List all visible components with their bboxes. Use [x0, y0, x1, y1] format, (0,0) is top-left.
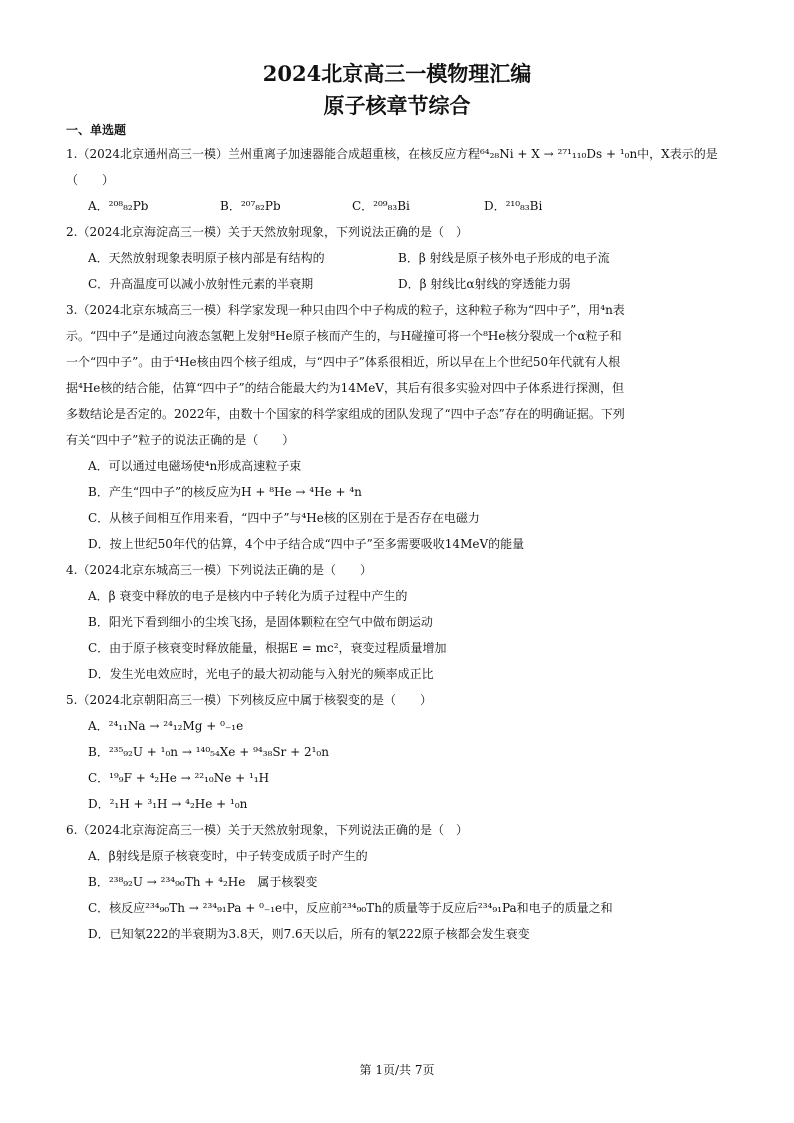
question-5: [66, 687, 730, 817]
option-c[interactable]: C．¹⁹₉F + ⁴₂He → ²²₁₀Ne + ¹₁H: [88, 771, 270, 785]
option-d[interactable]: D．²¹⁰₈₃Bi: [484, 199, 543, 213]
option-c[interactable]: C．从核子间相互作用来看，“四中子”与⁴He核的区别在于是否存在电磁力: [88, 511, 480, 525]
question-1-text-a: 1.（2024北京通州高三一模）兰州重离子加速器能合成超重核，在核反应方程: [66, 147, 480, 161]
option-a[interactable]: A．²⁰⁸₈₂Pb: [88, 199, 149, 213]
option-b[interactable]: B．阳光下看到细小的尘埃飞扬，是固体颗粒在空气中做布朗运动: [88, 615, 433, 629]
question-3-line-3: 一个“四中子”。由于⁴He核由四个核子组成，与“四中子”体系很相近，所以早在上个世纪50年代就有人根: [66, 355, 621, 369]
option-a[interactable]: A．²⁴₁₁Na → ²⁴₁₂Mg + ⁰₋₁e: [88, 719, 244, 733]
option-d[interactable]: D．²₁H + ³₁H → ⁴₂He + ¹₀n: [88, 797, 248, 811]
question-4: [66, 557, 730, 687]
question-6: [66, 817, 730, 947]
page-footer: 第 1页/共 7页: [359, 1063, 435, 1077]
question-3-line-1: 3.（2024北京东城高三一模）科学家发现一种只由四个中子构成的粒子，这种粒子称为“四中子”，用⁴n表: [66, 303, 625, 317]
question-1-stem: [66, 141, 730, 193]
option-d[interactable]: D．发生光电效应时，光电子的最大初动能与入射光的频率成正比: [88, 667, 434, 681]
option-b[interactable]: B．²³⁵₉₂U + ¹₀n → ¹⁴⁰₅₄Xe + ⁹⁴₃₈Sr + 2¹₀n: [88, 745, 329, 759]
page-title: 2024北京高三一模物理汇编: [262, 61, 532, 86]
question-3-line-6: 有关“四中子”粒子的说法正确的是（ ）: [66, 433, 295, 447]
question-2: [66, 219, 730, 297]
option-a[interactable]: A．天然放射现象表明原子核内部是有结构的: [88, 251, 325, 265]
question-1-equation: ⁶⁴₂₈Ni + X → ²⁷¹₁₁₀Ds + ¹₀n: [480, 147, 638, 161]
option-c[interactable]: C．升高温度可以减小放射性元素的半衰期: [88, 277, 314, 291]
question-list: [66, 121, 730, 947]
question-2-options-row2: [66, 271, 730, 297]
question-4-stem: 4.（2024北京东城高三一模）下列说法正确的是（ ）: [66, 563, 372, 577]
question-6-stem: 6.（2024北京海淀高三一模）关于天然放射现象，下列说法正确的是（ ）: [66, 823, 468, 837]
option-d[interactable]: D．已知氡222的半衰期为3.8天，则7.6天以后，所有的氡222原子核都会发生衰变: [88, 927, 530, 941]
option-b[interactable]: B．β 射线是原子核外电子形成的电子流: [398, 251, 610, 265]
question-3-line-2: 示。“四中子”是通过向液态氢靶上发射⁸He原子核而产生的，与H碰撞可将一个⁸He核分裂成一个α粒子和: [66, 329, 622, 343]
question-3: [66, 297, 730, 557]
option-a[interactable]: A．β射线是原子核衰变时，中子转变成质子时产生的: [88, 849, 368, 863]
question-2-stem: 2.（2024北京海淀高三一模）关于天然放射现象，下列说法正确的是（ ）: [66, 225, 468, 239]
question-1-options: [66, 193, 730, 219]
option-c[interactable]: C．核反应²³⁴₉₀Th → ²³⁴₉₁Pa + ⁰₋₁e中，反应前²³⁴₉₀Th的质量等于反应后²³⁴₉₁Pa和电子的质量之和: [88, 901, 613, 915]
option-b[interactable]: B．产生“四中子”的核反应为H + ⁸He → ⁴He + ⁴n: [88, 485, 362, 499]
page-subtitle: 原子核章节综合: [323, 93, 471, 118]
option-d[interactable]: D．按上世纪50年代的估算，4个中子结合成“四中子”至多需要吸收14MeV的能量: [88, 537, 525, 551]
option-c[interactable]: C．²⁰⁹₈₃Bi: [352, 199, 410, 213]
option-d[interactable]: D．β 射线比α射线的穿透能力弱: [398, 277, 571, 291]
option-b[interactable]: B．²⁰⁷₈₂Pb: [220, 199, 281, 213]
question-1: [66, 141, 730, 219]
option-a[interactable]: A．可以通过电磁场使⁴n形成高速粒子束: [88, 459, 302, 473]
question-3-line-5: 多数结论是否定的。2022年，由数十个国家的科学家组成的团队发现了“四中子态”存在的明确证据。下列: [66, 407, 625, 421]
question-5-stem: 5.（2024北京朝阳高三一模）下列核反应中属于核裂变的是（ ）: [66, 693, 432, 707]
question-1-text-b: 中，X表示的是（ ）: [66, 147, 718, 187]
option-c[interactable]: C．由于原子核衰变时释放能量，根据E = mc²，衰变过程质量增加: [88, 641, 447, 655]
section-heading: 一、单选题: [66, 123, 127, 137]
question-3-line-4: 据⁴He核的结合能，估算“四中子”的结合能最大约为14MeV，其后有很多实验对四中子体系进行探测，但: [66, 381, 624, 395]
option-a[interactable]: A．β 衰变中释放的电子是核内中子转化为质子过程中产生的: [88, 589, 408, 603]
option-b[interactable]: B．²³⁸₉₂U → ²³⁴₉₀Th + ⁴₂He 属于核裂变: [88, 875, 318, 889]
question-2-options-row1: [66, 245, 730, 271]
